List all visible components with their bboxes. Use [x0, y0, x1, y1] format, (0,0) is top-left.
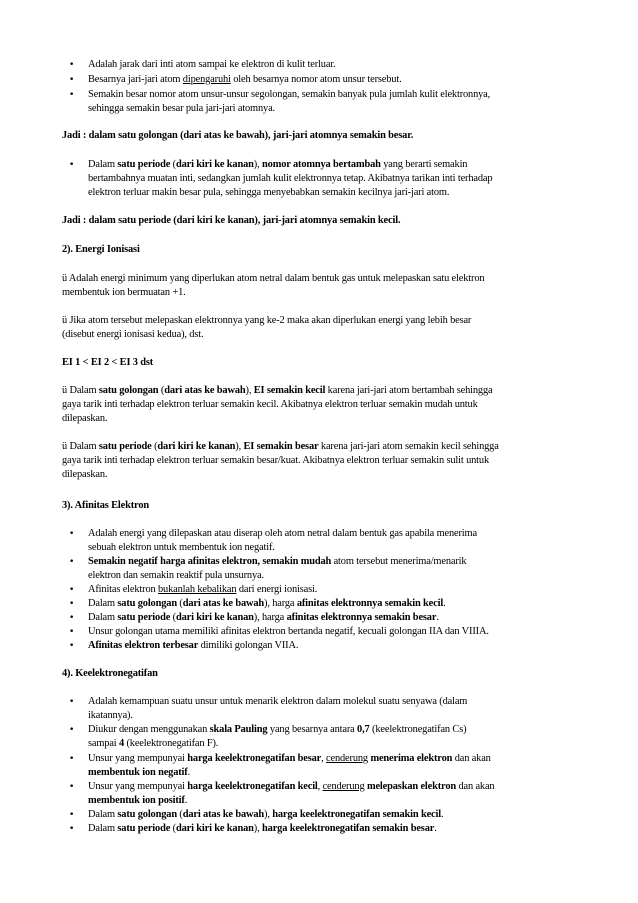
- bullet-text: .: [443, 598, 446, 609]
- bold-term: Semakin negatif harga afinitas elektron, semakin mudah: [88, 556, 332, 567]
- bullet-text: dan akan: [456, 781, 495, 792]
- list-item: [88, 88, 584, 116]
- bullet-text: ),: [264, 809, 273, 820]
- bullet-text: sebuah elektron untuk membentuk ion negatif.: [88, 542, 275, 553]
- bullet-text: Diukur dengan menggunakan: [88, 724, 210, 735]
- bullet-text: sampai: [88, 738, 119, 749]
- list-item: [88, 58, 584, 72]
- paragraph: [62, 314, 582, 342]
- paragraph-text: ü Dalam: [62, 441, 99, 452]
- bullet-text: ), harga: [264, 598, 297, 609]
- bullet-text: (: [176, 598, 183, 609]
- bold-term: dari atas ke bawah: [164, 385, 246, 396]
- paragraph-text: ü Jika atom tersebut melepaskan elektronnya yang ke-2 maka akan diperlukan energi yang lebih besar: [62, 315, 472, 326]
- list-item: [88, 780, 584, 808]
- bullet-text: Unsur golongan utama memiliki afinitas elektron bertanda negatif, kecuali golongan IIA dan VIIIA.: [88, 626, 489, 637]
- list-item: [88, 158, 584, 200]
- bullet-text: Dalam: [88, 612, 118, 623]
- bullet-text: yang besarnya antara: [267, 724, 358, 735]
- paragraph-text: ),: [235, 441, 244, 452]
- bold-term: membentuk ion positif: [88, 795, 185, 806]
- bullet-text: Adalah jarak dari inti atom sampai ke elektron di kulit terluar.: [88, 59, 336, 70]
- bold-term: skala Pauling: [209, 724, 268, 735]
- underlined-term: dipengaruhi: [182, 74, 231, 85]
- section-heading: 3). Afinitas Elektron: [62, 500, 150, 511]
- bullet-text: (: [170, 159, 176, 170]
- bold-term: harga keelektronegatifan semakin besar: [262, 823, 435, 834]
- bullet-text: Dalam: [88, 823, 118, 834]
- bullet-text: dan akan: [452, 753, 491, 764]
- bullet-text: Unsur yang mempunyai: [88, 781, 188, 792]
- underlined-term: cenderung: [326, 753, 368, 764]
- bold-term: harga keelektronegatifan kecil: [187, 781, 318, 792]
- bullet-text: sehingga semakin besar pula jari-jari atomnya.: [88, 103, 275, 114]
- bold-term: 0,7: [357, 724, 370, 735]
- bold-term: afinitas elektronnya semakin besar: [286, 612, 437, 623]
- list-item: [88, 723, 584, 751]
- bullet-text: Semakin besar nomor atom unsur-unsur segolongan, semakin banyak pula jumlah kulit elektronnya,: [88, 89, 491, 100]
- bullet-text: elektron dan semakin reaktif pula unsurnya.: [88, 570, 264, 581]
- bold-term: satu periode: [98, 441, 152, 452]
- section-heading: 2). Energi Ionisasi: [62, 244, 140, 255]
- bullet-text: dari energi ionisasi.: [236, 584, 318, 595]
- paragraph: [62, 440, 582, 482]
- conclusion-period: Jadi : dalam satu periode (dari kiri ke kanan), jari-jari atomnya semakin kecil.: [62, 215, 401, 226]
- paragraph-text: (: [158, 385, 165, 396]
- bullet-text: (: [170, 612, 176, 623]
- bold-term: menerima elektron: [370, 753, 453, 764]
- paragraph-text: ü Adalah energi minimum yang diperlukan atom netral dalam bentuk gas untuk melepaskan satu elektron: [62, 273, 485, 284]
- bullet-text: .: [436, 612, 439, 623]
- paragraph-text: (: [151, 441, 158, 452]
- bold-term: dari atas ke bawah: [182, 809, 265, 820]
- bold-term: satu golongan: [117, 598, 177, 609]
- bold-term: dari kiri ke kanan: [175, 159, 254, 170]
- list-item: [88, 625, 584, 639]
- bold-term: melepaskan elektron: [366, 781, 457, 792]
- underlined-term: bukanlah kebalikan: [158, 584, 237, 595]
- bold-term: dari kiri ke kanan: [157, 441, 236, 452]
- bullet-text: ), harga: [253, 612, 287, 623]
- bullet-text: ,: [321, 753, 327, 764]
- list-item: [88, 597, 584, 611]
- bullet-text: bertambahnya muatan inti, sedangkan jumlah kulit elektronnya tetap. Akibatnya tarikan inti terhadap: [88, 173, 493, 184]
- bullet-text: ),: [253, 159, 263, 170]
- bullet-text: .: [187, 767, 191, 778]
- bold-term: afinitas elektronnya semakin kecil: [296, 598, 444, 609]
- paragraph-text: karena jari-jari atom bertambah sehingga: [325, 385, 493, 396]
- bold-term: dari atas ke bawah: [182, 598, 265, 609]
- list-item: [88, 527, 584, 555]
- bold-term: 4: [118, 738, 125, 749]
- bullet-text: Unsur yang mempunyai: [88, 753, 188, 764]
- paragraph-text: (disebut energi ionisasi kedua), dst.: [62, 329, 204, 340]
- bullet-text: atom tersebut menerima/menarik: [331, 556, 467, 567]
- conclusion-group: Jadi : dalam satu golongan (dari atas ke bawah), jari-jari atomnya semakin besar.: [62, 130, 414, 141]
- bold-term: nomor atomnya bertambah: [262, 159, 381, 170]
- list-item: [88, 808, 584, 822]
- bullet-text: (keelektronegatifan F).: [124, 738, 219, 749]
- list-item: [88, 73, 584, 87]
- bullet-text: (: [176, 809, 183, 820]
- paragraph-text: dilepaskan.: [62, 413, 108, 424]
- bullet-text: Adalah energi yang dilepaskan atau diserap oleh atom netral dalam bentuk gas apabila menerima: [88, 528, 477, 539]
- list-item: [88, 639, 584, 653]
- bullet-text: .: [184, 795, 188, 806]
- paragraph-text: membentuk ion bermuatan +1.: [62, 287, 186, 298]
- bold-term: EI semakin kecil: [253, 385, 326, 396]
- bullet-text: elektron terluar makin besar pula, sehingga menyebabkan semakin kecilnya jari-jari atom.: [88, 187, 450, 198]
- paragraph-text: ),: [245, 385, 254, 396]
- bullet-text: oleh besarnya nomor atom unsur tersebut.: [230, 74, 402, 85]
- list-item: [88, 611, 584, 625]
- bullet-text: Dalam: [88, 809, 118, 820]
- paragraph: [62, 272, 582, 300]
- bullet-text: (keelektronegatifan Cs): [369, 724, 467, 735]
- bullet-text: Adalah kemampuan suatu unsur untuk menarik elektron dalam molekul suatu senyawa (dalam: [88, 696, 468, 707]
- paragraph: [62, 384, 582, 426]
- list-item: [88, 695, 584, 723]
- bullet-text: yang berarti semakin: [380, 159, 468, 170]
- paragraph-text: dilepaskan.: [62, 469, 108, 480]
- list-item: [88, 822, 584, 836]
- bullet-text: ,: [317, 781, 323, 792]
- bullet-text: dimiliki golongan VIIA.: [198, 640, 299, 651]
- bold-term: dari kiri ke kanan: [175, 612, 254, 623]
- section-heading: 4). Keelektronegatifan: [62, 668, 158, 679]
- list-item: [88, 583, 584, 597]
- bold-term: Afinitas elektron terbesar: [88, 640, 199, 651]
- bullet-text: Besarnya jari-jari atom: [88, 74, 183, 85]
- paragraph-text: ü Dalam: [62, 385, 99, 396]
- bullet-text: Dalam: [88, 598, 118, 609]
- bullet-text: Dalam: [88, 159, 118, 170]
- bold-term: satu golongan: [98, 385, 159, 396]
- bold-term: harga keelektronegatifan besar: [187, 753, 322, 764]
- bold-term: membentuk ion negatif: [88, 767, 188, 778]
- bold-term: satu golongan: [117, 809, 177, 820]
- bullet-text: ikatannya).: [88, 710, 133, 721]
- paragraph-text: karena jari-jari atom semakin kecil sehingga: [318, 441, 499, 452]
- bold-term: satu periode: [117, 612, 171, 623]
- bold-term: EI semakin besar: [243, 441, 319, 452]
- bullet-text: Afinitas elektron: [88, 584, 159, 595]
- bullet-text: .: [434, 823, 437, 834]
- bold-term: satu periode: [117, 159, 171, 170]
- list-item: [88, 752, 584, 780]
- bullet-text: ),: [253, 823, 263, 834]
- list-item: [88, 555, 584, 583]
- ionization-order: EI 1 < EI 2 < EI 3 dst: [62, 357, 154, 368]
- bold-term: dari kiri ke kanan: [175, 823, 254, 834]
- bullet-text: .: [440, 809, 444, 820]
- paragraph-text: gaya tarik inti terhadap elektron terluar semakin kecil. Akibatnya elektron terluar semakin mudah untuk: [62, 399, 478, 410]
- paragraph-text: gaya tarik inti terhadap elektron terluar semakin besar/kuat. Akibatnya elektron terluar semakin sulit untuk: [62, 455, 489, 466]
- bullet-text: (: [170, 823, 176, 834]
- bold-term: satu periode: [117, 823, 171, 834]
- bold-term: harga keelektronegatifan semakin kecil: [272, 809, 441, 820]
- underlined-term: cenderung: [322, 781, 365, 792]
